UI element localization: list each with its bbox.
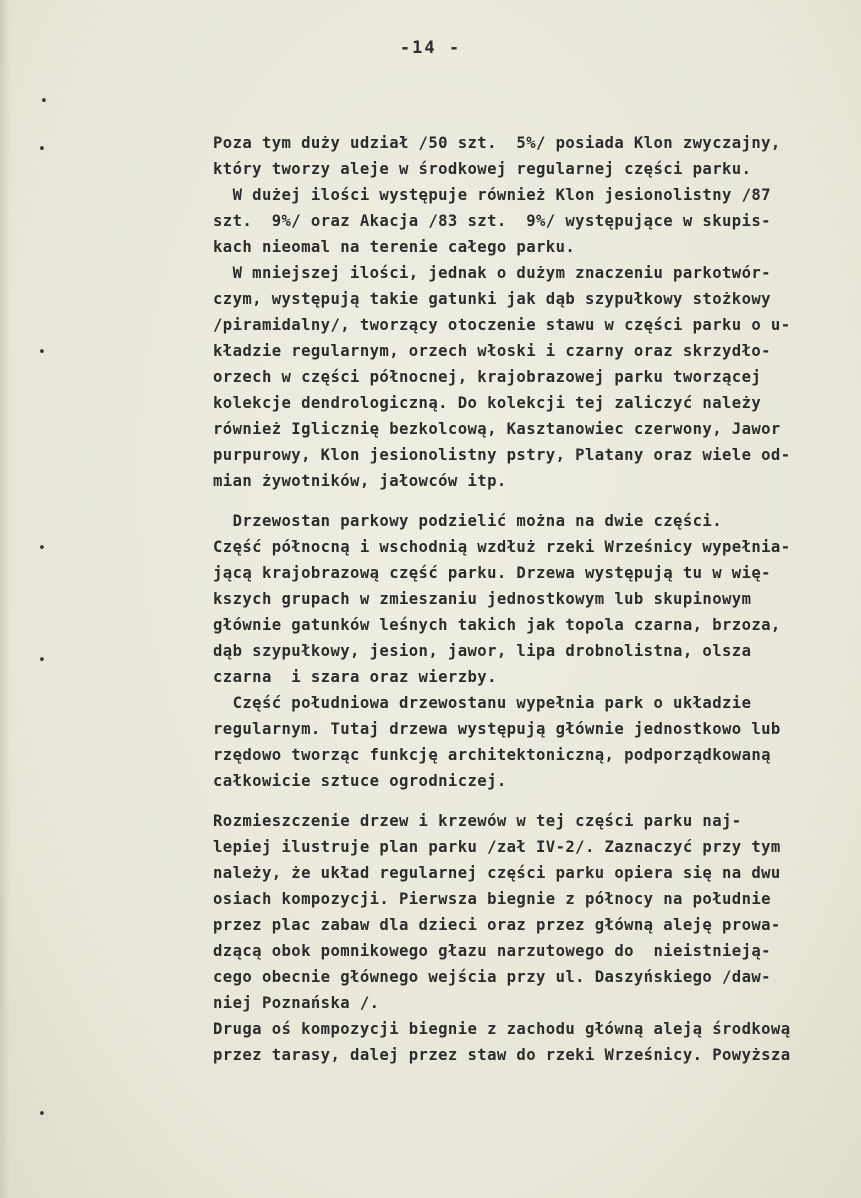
text-line: /piramidalny/, tworzący otoczenie stawu w części parku o u- xyxy=(213,316,791,334)
page-number: -14 - xyxy=(399,38,462,58)
text-line: Rozmieszczenie drzew i krzewów w tej części parku naj- xyxy=(213,812,742,830)
text-line: niej Poznańska /. xyxy=(213,994,380,1012)
margin-mark: • xyxy=(38,653,46,668)
margin-mark: • xyxy=(40,94,48,109)
text-line: orzech w części północnej, krajobrazowej parku tworzącej xyxy=(213,368,762,386)
text-line: Część północną i wschodnią wzdłuż rzeki Wrześnicy wypełnia- xyxy=(213,538,791,556)
margin-mark: • xyxy=(38,345,46,360)
text-line: przez tarasy, dalej przez staw do rzeki Wrześnicy. Powyższa xyxy=(213,1046,791,1064)
text-line: przez plac zabaw dla dzieci oraz przez główną aleję prowa- xyxy=(213,916,781,934)
text-line: regularnym. Tutaj drzewa występują głównie jednostkowo lub xyxy=(213,720,781,738)
text-line: Poza tym duży udział /50 szt. 5%/ posiada Klon zwyczajny, xyxy=(213,134,781,152)
text-line: kach nieomal na terenie całego parku. xyxy=(213,238,576,256)
text-line: purpurowy, Klon jesionolistny pstry, Platany oraz wiele od- xyxy=(213,446,791,464)
text-line: kładzie regularnym, orzech włoski i czarny oraz skrzydło- xyxy=(213,342,771,360)
text-line: Druga oś kompozycji biegnie z zachodu główną aleją środkową xyxy=(213,1020,791,1038)
text-line: dzącą obok pomnikowego głazu narzutowego do nieistnieją- xyxy=(213,942,771,960)
text-line: kolekcje dendrologiczną. Do kolekcji tej zaliczyć należy xyxy=(213,394,762,412)
text-line: szt. 9%/ oraz Akacja /83 szt. 9%/ występujące w skupis- xyxy=(213,212,771,230)
text-line: kszych grupach w zmieszaniu jednostkowym lub skupinowym xyxy=(213,590,752,608)
typewritten-body xyxy=(213,130,853,1068)
paragraph xyxy=(213,130,853,494)
text-line: W dużej ilości występuje również Klon jesionolistny /87 xyxy=(213,186,771,204)
text-line: jącą krajobrazową część parku. Drzewa występują tu w wię- xyxy=(213,564,771,582)
text-line: również Iglicznię bezkolcową, Kasztanowiec czerwony, Jawor xyxy=(213,420,781,438)
margin-mark: • xyxy=(38,142,46,157)
text-line: głównie gatunków leśnych takich jak topola czarna, brzoza, xyxy=(213,616,781,634)
margin-mark: • xyxy=(38,1107,46,1122)
text-line: mian żywotników, jałowców itp. xyxy=(213,472,507,490)
paragraph xyxy=(213,508,853,794)
text-line: cego obecnie głównego wejścia przy ul. Daszyńskiego /daw- xyxy=(213,968,771,986)
text-line: czym, występują takie gatunki jak dąb szypułkowy stożkowy xyxy=(213,290,771,308)
text-line: Część południowa drzewostanu wypełnia park o układzie xyxy=(213,694,752,712)
text-line: rzędowo tworząc funkcję architektoniczną, podporządkowaną xyxy=(213,746,771,764)
paper-edge-shadow xyxy=(0,0,10,1198)
paragraph xyxy=(213,808,853,1068)
text-line: całkowicie sztuce ogrodniczej. xyxy=(213,772,507,790)
text-line: Drzewostan parkowy podzielić można na dwie części. xyxy=(213,512,722,530)
text-line: dąb szypułkowy, jesion, jawor, lipa drobnolistna, olsza xyxy=(213,642,752,660)
text-line: W mniejszej ilości, jednak o dużym znaczeniu parkotwór- xyxy=(213,264,771,282)
text-line: lepiej ilustruje plan parku /zał IV-2/. Zaznaczyć przy tym xyxy=(213,838,781,856)
margin-mark: • xyxy=(38,541,46,556)
text-line: należy, że układ regularnej części parku opiera się na dwu xyxy=(213,864,781,882)
text-line: osiach kompozycji. Pierwsza biegnie z północy na południe xyxy=(213,890,771,908)
text-line: który tworzy aleje w środkowej regularnej części parku. xyxy=(213,160,752,178)
text-line: czarna i szara oraz wierzby. xyxy=(213,668,497,686)
